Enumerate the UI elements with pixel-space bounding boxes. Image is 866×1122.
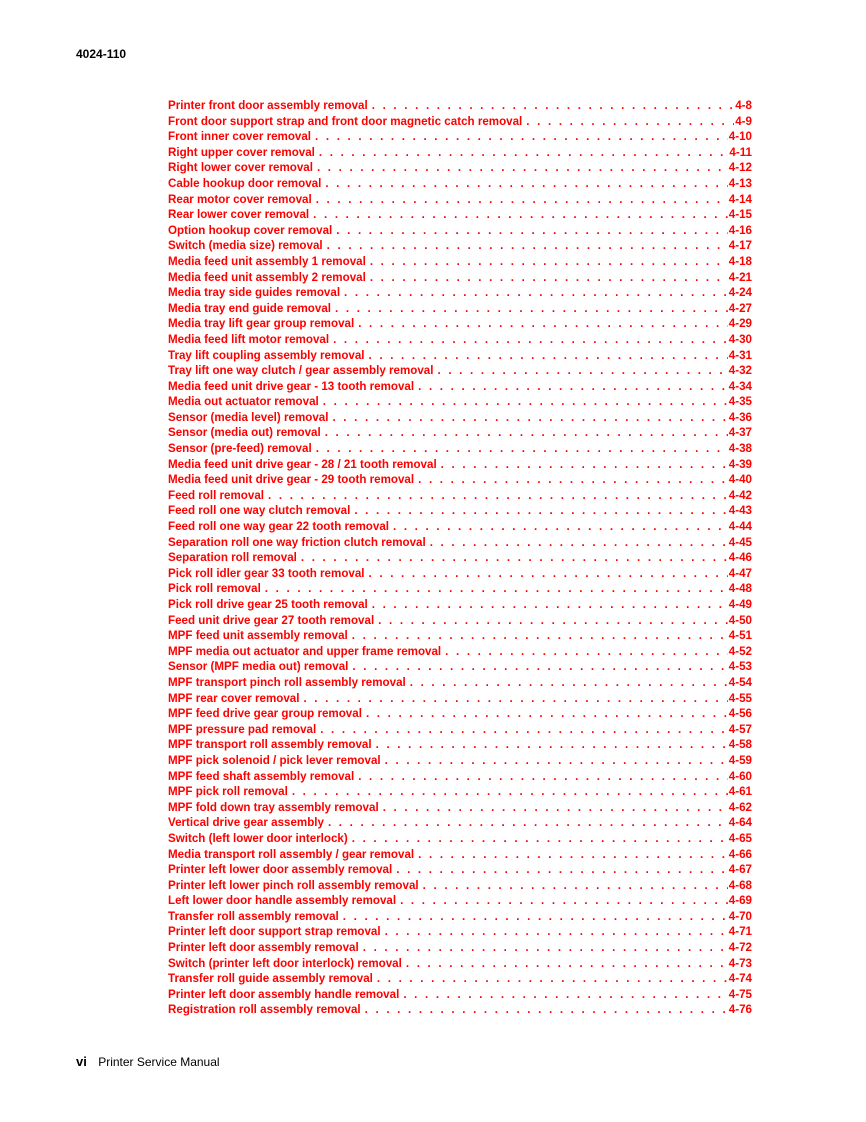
- toc-entry-link[interactable]: [168, 301, 752, 317]
- toc-entry-title: Media tray lift gear group removal: [168, 317, 355, 331]
- toc-entry-page: 4-70: [728, 909, 752, 923]
- toc-entry-title: Separation roll one way friction clutch removal: [168, 535, 426, 549]
- toc-dot-leader: [325, 176, 727, 192]
- toc-entry-page: 4-57: [728, 722, 752, 736]
- toc-entry-title: Front inner cover removal: [168, 130, 312, 144]
- toc-entry-title: Transfer roll guide assembly removal: [168, 972, 373, 986]
- toc-entry-link[interactable]: [168, 924, 752, 940]
- toc-entry-link[interactable]: [168, 691, 752, 707]
- toc-dot-leader: [372, 98, 735, 114]
- toc-entry-title: Media feed unit drive gear - 13 tooth removal: [168, 379, 415, 393]
- toc-entry-link[interactable]: [168, 753, 752, 769]
- toc-entry-title: Media feed unit drive gear - 29 tooth removal: [168, 473, 415, 487]
- toc-entry-link[interactable]: [168, 566, 752, 582]
- toc-entry-title: Sensor (media out) removal: [168, 426, 321, 440]
- toc-entry-link[interactable]: [168, 441, 752, 457]
- toc-entry-page: 4-35: [728, 395, 752, 409]
- toc-entry-page: 4-36: [728, 410, 752, 424]
- toc-dot-leader: [332, 410, 727, 426]
- toc-entry-page: 4-50: [728, 613, 752, 627]
- toc-entry-title: Rear lower cover removal: [168, 208, 310, 222]
- toc-entry-link[interactable]: [168, 628, 752, 644]
- toc-entry-page: 4-24: [728, 286, 752, 300]
- toc-entry-title: MPF transport roll assembly removal: [168, 738, 372, 752]
- toc-entry-title: Tray lift coupling assembly removal: [168, 348, 365, 362]
- footer-manual-title: Printer Service Manual: [98, 1055, 220, 1069]
- toc-dot-leader: [383, 800, 728, 816]
- toc-dot-leader: [363, 940, 728, 956]
- toc-entry-link[interactable]: [168, 98, 752, 114]
- toc-entry-link[interactable]: [168, 285, 752, 301]
- toc-entry-page: 4-58: [728, 738, 752, 752]
- toc-entry-link[interactable]: [168, 831, 752, 847]
- toc-dot-leader: [358, 316, 728, 332]
- toc-entry-link[interactable]: [168, 535, 752, 551]
- toc-dot-leader: [369, 348, 728, 364]
- toc-dot-leader: [352, 831, 728, 847]
- toc-dot-leader: [437, 363, 727, 379]
- toc-entry-link[interactable]: [168, 644, 752, 660]
- toc-dot-leader: [369, 566, 728, 582]
- toc-entry-link[interactable]: [168, 348, 752, 364]
- toc-dot-leader: [396, 862, 728, 878]
- toc-entry-title: Printer left door assembly handle removal: [168, 987, 400, 1001]
- toc-entry-page: 4-15: [728, 208, 752, 222]
- toc-entry-link[interactable]: [168, 613, 752, 629]
- toc-entry-title: Front door support strap and front door magnetic catch removal: [168, 114, 523, 128]
- toc-entry-link[interactable]: [168, 207, 752, 223]
- toc-entry-link[interactable]: [168, 254, 752, 270]
- toc-dot-leader: [445, 644, 728, 660]
- toc-entry-link[interactable]: [168, 940, 752, 956]
- toc-entry-link[interactable]: [168, 394, 752, 410]
- toc-entry-title: Registration roll assembly removal: [168, 1003, 361, 1017]
- toc-entry-page: 4-8: [735, 99, 752, 112]
- toc-entry-page: 4-29: [728, 317, 752, 331]
- toc-entry-title: MPF transport pinch roll assembly removal: [168, 675, 406, 689]
- toc-entry-page: 4-48: [728, 582, 752, 596]
- toc-entry-page: 4-71: [728, 925, 752, 939]
- toc-entry-link[interactable]: [168, 160, 752, 176]
- toc-entry-page: 4-68: [728, 878, 752, 892]
- toc-dot-leader: [370, 254, 728, 270]
- toc-entry-link[interactable]: [168, 737, 752, 753]
- toc-dot-leader: [352, 659, 727, 675]
- toc-entry-link[interactable]: [168, 519, 752, 535]
- toc-entry-page: 4-13: [728, 176, 752, 190]
- toc-entry-page: 4-40: [728, 473, 752, 487]
- toc-entry-page: 4-37: [728, 426, 752, 440]
- toc-entry-link[interactable]: [168, 457, 752, 473]
- toc-entry-title: Sensor (MPF media out) removal: [168, 660, 349, 674]
- toc-entry-title: Media feed unit drive gear - 28 / 21 tooth removal: [168, 457, 437, 471]
- toc-dot-leader: [410, 675, 728, 691]
- toc-entry-page: 4-53: [728, 660, 752, 674]
- toc-entry-link[interactable]: [168, 909, 752, 925]
- toc-entry-page: 4-65: [728, 831, 752, 845]
- toc-entry-link[interactable]: [168, 847, 752, 863]
- toc-dot-leader: [423, 878, 728, 894]
- toc-entry-page: 4-45: [728, 535, 752, 549]
- toc-entry-page: 4-54: [728, 675, 752, 689]
- toc-entry-page: 4-76: [728, 1003, 752, 1017]
- toc-entry-link[interactable]: [168, 597, 752, 613]
- toc-dot-leader: [358, 769, 728, 785]
- toc-dot-leader: [336, 223, 728, 239]
- toc-dot-leader: [352, 628, 728, 644]
- toc-entry-page: 4-69: [728, 894, 752, 908]
- toc-entry-title: Media feed lift motor removal: [168, 332, 330, 346]
- toc-entry-link[interactable]: [168, 129, 752, 145]
- footer-page-number: vi: [76, 1054, 87, 1069]
- toc-entry-page: 4-10: [728, 130, 752, 144]
- toc-entry-title: MPF rear cover removal: [168, 691, 300, 705]
- toc-entry-title: MPF feed unit assembly removal: [168, 629, 348, 643]
- toc-entry-link[interactable]: [168, 176, 752, 192]
- toc-entry-title: Media transport roll assembly / gear removal: [168, 847, 415, 861]
- toc-entry-link[interactable]: [168, 192, 752, 208]
- toc-entry-link[interactable]: [168, 550, 752, 566]
- toc-entry-title: Feed roll removal: [168, 488, 265, 502]
- toc-entry-link[interactable]: [168, 1002, 752, 1018]
- toc-dot-leader: [400, 893, 728, 909]
- toc-entry-title: MPF pick roll removal: [168, 785, 288, 799]
- toc-dot-leader: [303, 691, 727, 707]
- toc-dot-leader: [372, 597, 728, 613]
- toc-entry-link[interactable]: [168, 410, 752, 426]
- toc-dot-leader: [313, 207, 728, 223]
- toc-entry-page: 4-47: [728, 566, 752, 580]
- toc-entry-title: Separation roll removal: [168, 551, 297, 565]
- toc-entry-link[interactable]: [168, 815, 752, 831]
- document-code: 4024-110: [76, 47, 127, 61]
- toc-dot-leader: [370, 270, 728, 286]
- toc-entry-link[interactable]: [168, 425, 752, 441]
- toc-entry-title: Right lower cover removal: [168, 161, 313, 175]
- toc-entry-page: 4-16: [728, 223, 752, 237]
- toc-dot-leader: [301, 550, 728, 566]
- toc-dot-leader: [320, 722, 728, 738]
- toc-entry-page: 4-21: [728, 270, 752, 284]
- toc-entry-page: 4-17: [728, 239, 752, 253]
- toc-entry-title: Pick roll idler gear 33 tooth removal: [168, 566, 365, 580]
- toc-entry-link[interactable]: [168, 893, 752, 909]
- toc-entry-title: Media feed unit assembly 2 removal: [168, 270, 366, 284]
- toc-entry-title: Option hookup cover removal: [168, 223, 333, 237]
- toc-entry-page: 4-32: [728, 364, 752, 378]
- toc-entry-title: Printer left lower pinch roll assembly removal: [168, 878, 419, 892]
- toc-entry-link[interactable]: [168, 878, 752, 894]
- toc-entry-link[interactable]: [168, 784, 752, 800]
- toc-entry-title: Cable hookup door removal: [168, 176, 322, 190]
- toc-entry-link[interactable]: [168, 971, 752, 987]
- toc-entry-page: 4-27: [728, 301, 752, 315]
- toc-entry-title: Switch (left lower door interlock): [168, 831, 348, 845]
- toc-entry-page: 4-11: [729, 145, 752, 159]
- toc-entry-link[interactable]: [168, 332, 752, 348]
- toc-entry-link[interactable]: [168, 145, 752, 161]
- toc-entry-title: Feed unit drive gear 27 tooth removal: [168, 613, 375, 627]
- toc-entry-title: Media tray end guide removal: [168, 301, 332, 315]
- toc-dot-leader: [292, 784, 728, 800]
- toc-dot-leader: [325, 425, 728, 441]
- toc-entry-link[interactable]: [168, 316, 752, 332]
- toc-entry-link[interactable]: [168, 472, 752, 488]
- toc-dot-leader: [418, 847, 728, 863]
- toc-entry-title: Transfer roll assembly removal: [168, 909, 339, 923]
- toc-dot-leader: [265, 581, 728, 597]
- page-footer: [76, 1054, 220, 1069]
- toc-entry-title: Printer left door support strap removal: [168, 925, 381, 939]
- toc-entry-page: 4-59: [728, 753, 752, 767]
- toc-entry-title: Tray lift one way clutch / gear assembly removal: [168, 364, 434, 378]
- toc-entry-title: MPF fold down tray assembly removal: [168, 800, 379, 814]
- toc-entry-title: Rear motor cover removal: [168, 192, 312, 206]
- toc-entry-page: 4-30: [728, 332, 752, 346]
- toc-entry-link[interactable]: [168, 503, 752, 519]
- toc-entry-page: 4-52: [728, 644, 752, 658]
- toc-dot-leader: [403, 987, 727, 1003]
- toc-entry-page: 4-51: [728, 629, 752, 643]
- toc-dot-leader: [378, 613, 728, 629]
- toc-entry-page: 4-38: [728, 442, 752, 456]
- toc-dot-leader: [317, 160, 728, 176]
- toc-entry-link[interactable]: [168, 987, 752, 1003]
- toc-entry-title: Pick roll drive gear 25 tooth removal: [168, 598, 368, 611]
- toc-entry-page: 4-39: [728, 457, 752, 471]
- toc-dot-leader: [315, 129, 728, 145]
- toc-dot-leader: [418, 472, 728, 488]
- toc-entry-page: 4-72: [728, 941, 752, 955]
- toc-dot-leader: [365, 1002, 728, 1018]
- toc-entry-title: Left lower door handle assembly removal: [168, 894, 397, 908]
- toc-entry-title: Media tray side guides removal: [168, 286, 341, 300]
- toc-entry-page: 4-49: [728, 598, 752, 611]
- toc-entry-title: Printer left door assembly removal: [168, 941, 359, 955]
- toc-dot-leader: [385, 924, 728, 940]
- toc-dot-leader: [418, 379, 728, 395]
- toc-entry-page: 4-62: [728, 800, 752, 814]
- toc-dot-leader: [376, 737, 728, 753]
- toc-entry-page: 4-42: [728, 488, 752, 502]
- toc-entry-page: 4-55: [728, 691, 752, 705]
- toc-entry-link[interactable]: [168, 270, 752, 286]
- toc-entry-title: Media feed unit assembly 1 removal: [168, 254, 366, 268]
- toc-entry-title: Feed roll one way gear 22 tooth removal: [168, 520, 389, 534]
- toc-entry-link[interactable]: [168, 659, 752, 675]
- toc-entry-link[interactable]: [168, 379, 752, 395]
- toc-dot-leader: [335, 301, 728, 317]
- toc-entry-link[interactable]: [168, 675, 752, 691]
- toc-dot-leader: [526, 114, 734, 130]
- toc-dot-leader: [393, 519, 728, 535]
- toc-entry-page: 4-64: [728, 816, 752, 830]
- toc-entry-page: 4-18: [728, 254, 752, 268]
- toc-dot-leader: [343, 909, 728, 925]
- toc-entry-page: 4-66: [728, 847, 752, 861]
- toc-entry-title: Right upper cover removal: [168, 145, 315, 159]
- toc-entry-page: 4-31: [728, 348, 752, 362]
- table-of-contents: [168, 98, 752, 1018]
- toc-entry-link[interactable]: [168, 581, 752, 597]
- toc-entry-page: 4-34: [728, 379, 752, 393]
- toc-dot-leader: [385, 753, 728, 769]
- toc-entry-link[interactable]: [168, 722, 752, 738]
- toc-dot-leader: [323, 394, 728, 410]
- toc-entry-link[interactable]: [168, 862, 752, 878]
- toc-entry-title: Sensor (pre-feed) removal: [168, 442, 312, 456]
- toc-entry-page: 4-56: [728, 707, 752, 721]
- toc-dot-leader: [377, 971, 728, 987]
- toc-entry-title: Feed roll one way clutch removal: [168, 504, 351, 518]
- toc-entry-title: Printer left lower door assembly removal: [168, 863, 393, 877]
- toc-entry-title: Switch (printer left door interlock) removal: [168, 956, 402, 970]
- toc-entry-title: Pick roll removal: [168, 582, 261, 596]
- toc-dot-leader: [441, 457, 728, 473]
- toc-entry-page: 4-67: [728, 863, 752, 877]
- toc-entry-page: 4-14: [728, 192, 752, 206]
- toc-entry-link[interactable]: [168, 956, 752, 972]
- toc-dot-leader: [316, 192, 728, 208]
- toc-entry-link[interactable]: [168, 238, 752, 254]
- toc-entry-link[interactable]: [168, 800, 752, 816]
- toc-entry-page: 4-61: [728, 785, 752, 799]
- toc-dot-leader: [354, 503, 727, 519]
- toc-dot-leader: [406, 956, 728, 972]
- toc-entry-page: 4-43: [728, 504, 752, 518]
- toc-entry-title: Sensor (media level) removal: [168, 410, 329, 424]
- toc-entry-title: MPF pick solenoid / pick lever removal: [168, 753, 381, 767]
- toc-entry-title: MPF media out actuator and upper frame removal: [168, 644, 442, 658]
- toc-entry-link[interactable]: [168, 363, 752, 379]
- toc-dot-leader: [319, 145, 729, 161]
- toc-entry-page: 4-44: [728, 520, 752, 534]
- toc-dot-leader: [366, 706, 728, 722]
- toc-entry-page: 4-74: [728, 972, 752, 986]
- toc-dot-leader: [327, 238, 728, 254]
- toc-entry-page: 4-60: [728, 769, 752, 783]
- toc-entry-title: Printer front door assembly removal: [168, 99, 368, 112]
- toc-entry-title: Switch (media size) removal: [168, 239, 323, 253]
- toc-entry-link[interactable]: [168, 223, 752, 239]
- toc-entry-link[interactable]: [168, 488, 752, 504]
- toc-entry-page: 4-9: [735, 114, 752, 128]
- toc-dot-leader: [344, 285, 728, 301]
- toc-entry-link[interactable]: [168, 114, 752, 130]
- toc-entry-link[interactable]: [168, 769, 752, 785]
- toc-entry-title: Vertical drive gear assembly: [168, 816, 324, 830]
- toc-entry-page: 4-12: [728, 161, 752, 175]
- toc-entry-title: Media out actuator removal: [168, 395, 319, 409]
- toc-entry-link[interactable]: [168, 706, 752, 722]
- toc-entry-title: MPF feed shaft assembly removal: [168, 769, 355, 783]
- toc-entry-page: 4-73: [728, 956, 752, 970]
- toc-dot-leader: [333, 332, 728, 348]
- toc-entry-page: 4-75: [728, 987, 752, 1001]
- toc-dot-leader: [316, 441, 728, 457]
- toc-dot-leader: [430, 535, 728, 551]
- toc-entry-title: MPF feed drive gear group removal: [168, 707, 362, 721]
- toc-dot-leader: [328, 815, 728, 831]
- toc-entry-page: 4-46: [728, 551, 752, 565]
- toc-entry-title: MPF pressure pad removal: [168, 722, 317, 736]
- toc-dot-leader: [268, 488, 728, 504]
